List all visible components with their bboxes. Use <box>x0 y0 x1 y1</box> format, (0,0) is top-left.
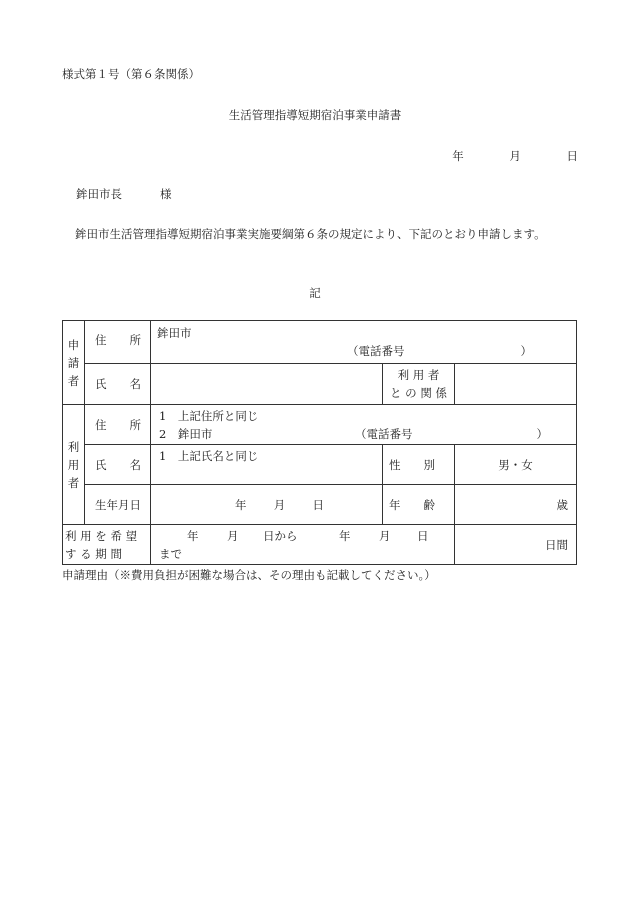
applicant-address-label-cell <box>85 321 151 364</box>
user-tel-close: ） <box>536 426 549 441</box>
period-from-day-suffix: 日から <box>263 528 298 543</box>
addressee-honorific: 様 <box>160 187 172 201</box>
user-group-label: 利 用 者 <box>63 405 85 525</box>
reason-label: 申請理由（※費用負担が困難な場合は、その理由も記載してください。） <box>62 568 436 582</box>
birth-day-label: 日 <box>312 497 324 512</box>
period-field[interactable] <box>151 525 455 565</box>
applicant-tel-close: ） <box>520 344 533 358</box>
application-form-table <box>62 320 577 565</box>
period-label-line2: す る 期 間 <box>65 546 122 561</box>
date-row <box>410 148 578 164</box>
form-number: 様式第１号（第６条関係） <box>62 67 200 81</box>
user-name-option1: 1 上記氏名と同じ <box>159 449 259 463</box>
applicant-name-label-cell <box>85 364 151 405</box>
user-name-label-cell <box>85 445 151 485</box>
relation-field[interactable] <box>455 364 577 405</box>
date-month-label: 月 <box>509 149 521 163</box>
ki-heading: 記 <box>309 286 321 300</box>
period-from-year: 年 <box>187 528 199 543</box>
applicant-address-field[interactable] <box>151 321 577 364</box>
user-name-field[interactable] <box>151 445 383 485</box>
relation-label-line1: 利 用 者 <box>397 368 440 382</box>
user-address-label-cell <box>85 405 151 445</box>
applicant-name-label: 氏 名 <box>95 377 141 391</box>
applicant-tel-open: （電話番号 <box>347 344 405 358</box>
date-year-label: 年 <box>452 149 464 163</box>
user-birth-row <box>63 485 577 525</box>
applicant-address-row <box>63 321 577 364</box>
date-day-label: 日 <box>566 149 578 163</box>
period-days-unit: 日間 <box>545 537 569 552</box>
addressee <box>76 186 172 202</box>
age-unit: 歳 <box>556 497 569 512</box>
user-address-row <box>63 405 577 445</box>
user-address-option1: 1 上記住所と同じ <box>159 408 259 423</box>
applicant-address-label: 住 所 <box>95 333 141 347</box>
period-to-month: 月 <box>379 528 391 543</box>
user-name-row <box>63 445 577 485</box>
sex-label-cell <box>383 445 455 485</box>
birth-label-cell <box>85 485 151 525</box>
period-made: まで <box>159 546 182 561</box>
period-days-field[interactable] <box>455 525 577 565</box>
applicant-address-value: 鉾田市 <box>157 326 192 340</box>
period-label-line1: 利 用 を 希 望 <box>65 528 138 543</box>
age-label: 年 齢 <box>389 497 435 512</box>
period-to-year: 年 <box>339 528 351 543</box>
sex-field[interactable] <box>455 445 577 485</box>
birth-field[interactable] <box>151 485 383 525</box>
applicant-name-row <box>63 364 577 405</box>
period-to-day: 日 <box>417 528 429 543</box>
birth-year-label: 年 <box>235 497 247 512</box>
user-address-option2 <box>151 425 576 443</box>
birth-month-label: 月 <box>273 497 286 512</box>
applicant-name-field[interactable] <box>151 364 383 405</box>
relation-label-cell <box>383 364 455 405</box>
period-row <box>63 525 577 565</box>
age-field[interactable] <box>455 485 577 525</box>
period-label-cell <box>63 525 151 565</box>
user-tel-open: （電話番号 <box>355 426 413 441</box>
applicant-tel <box>151 342 576 360</box>
user-address-label: 住 所 <box>95 417 141 432</box>
applicant-group-label: 申 請 者 <box>63 321 85 405</box>
addressee-name: 鉾田市長 <box>76 187 122 201</box>
user-address-field[interactable] <box>151 405 577 445</box>
birth-label: 生年月日 <box>95 497 141 512</box>
relation-label-line2: と の 関 係 <box>390 386 447 400</box>
user-address-option2-text: 2 鉾田市 <box>159 426 213 441</box>
sex-value: 男・女 <box>498 457 533 472</box>
period-from-month: 月 <box>227 528 239 543</box>
user-name-label: 氏 名 <box>95 457 141 472</box>
document-title: 生活管理指導短期宿泊事業申請書 <box>228 108 402 122</box>
sex-label: 性 別 <box>389 457 435 472</box>
body-text: 鉾田市生活管理指導短期宿泊事業実施要綱第６条の規定により、下記のとおり申請します。 <box>75 227 546 241</box>
age-label-cell <box>383 485 455 525</box>
